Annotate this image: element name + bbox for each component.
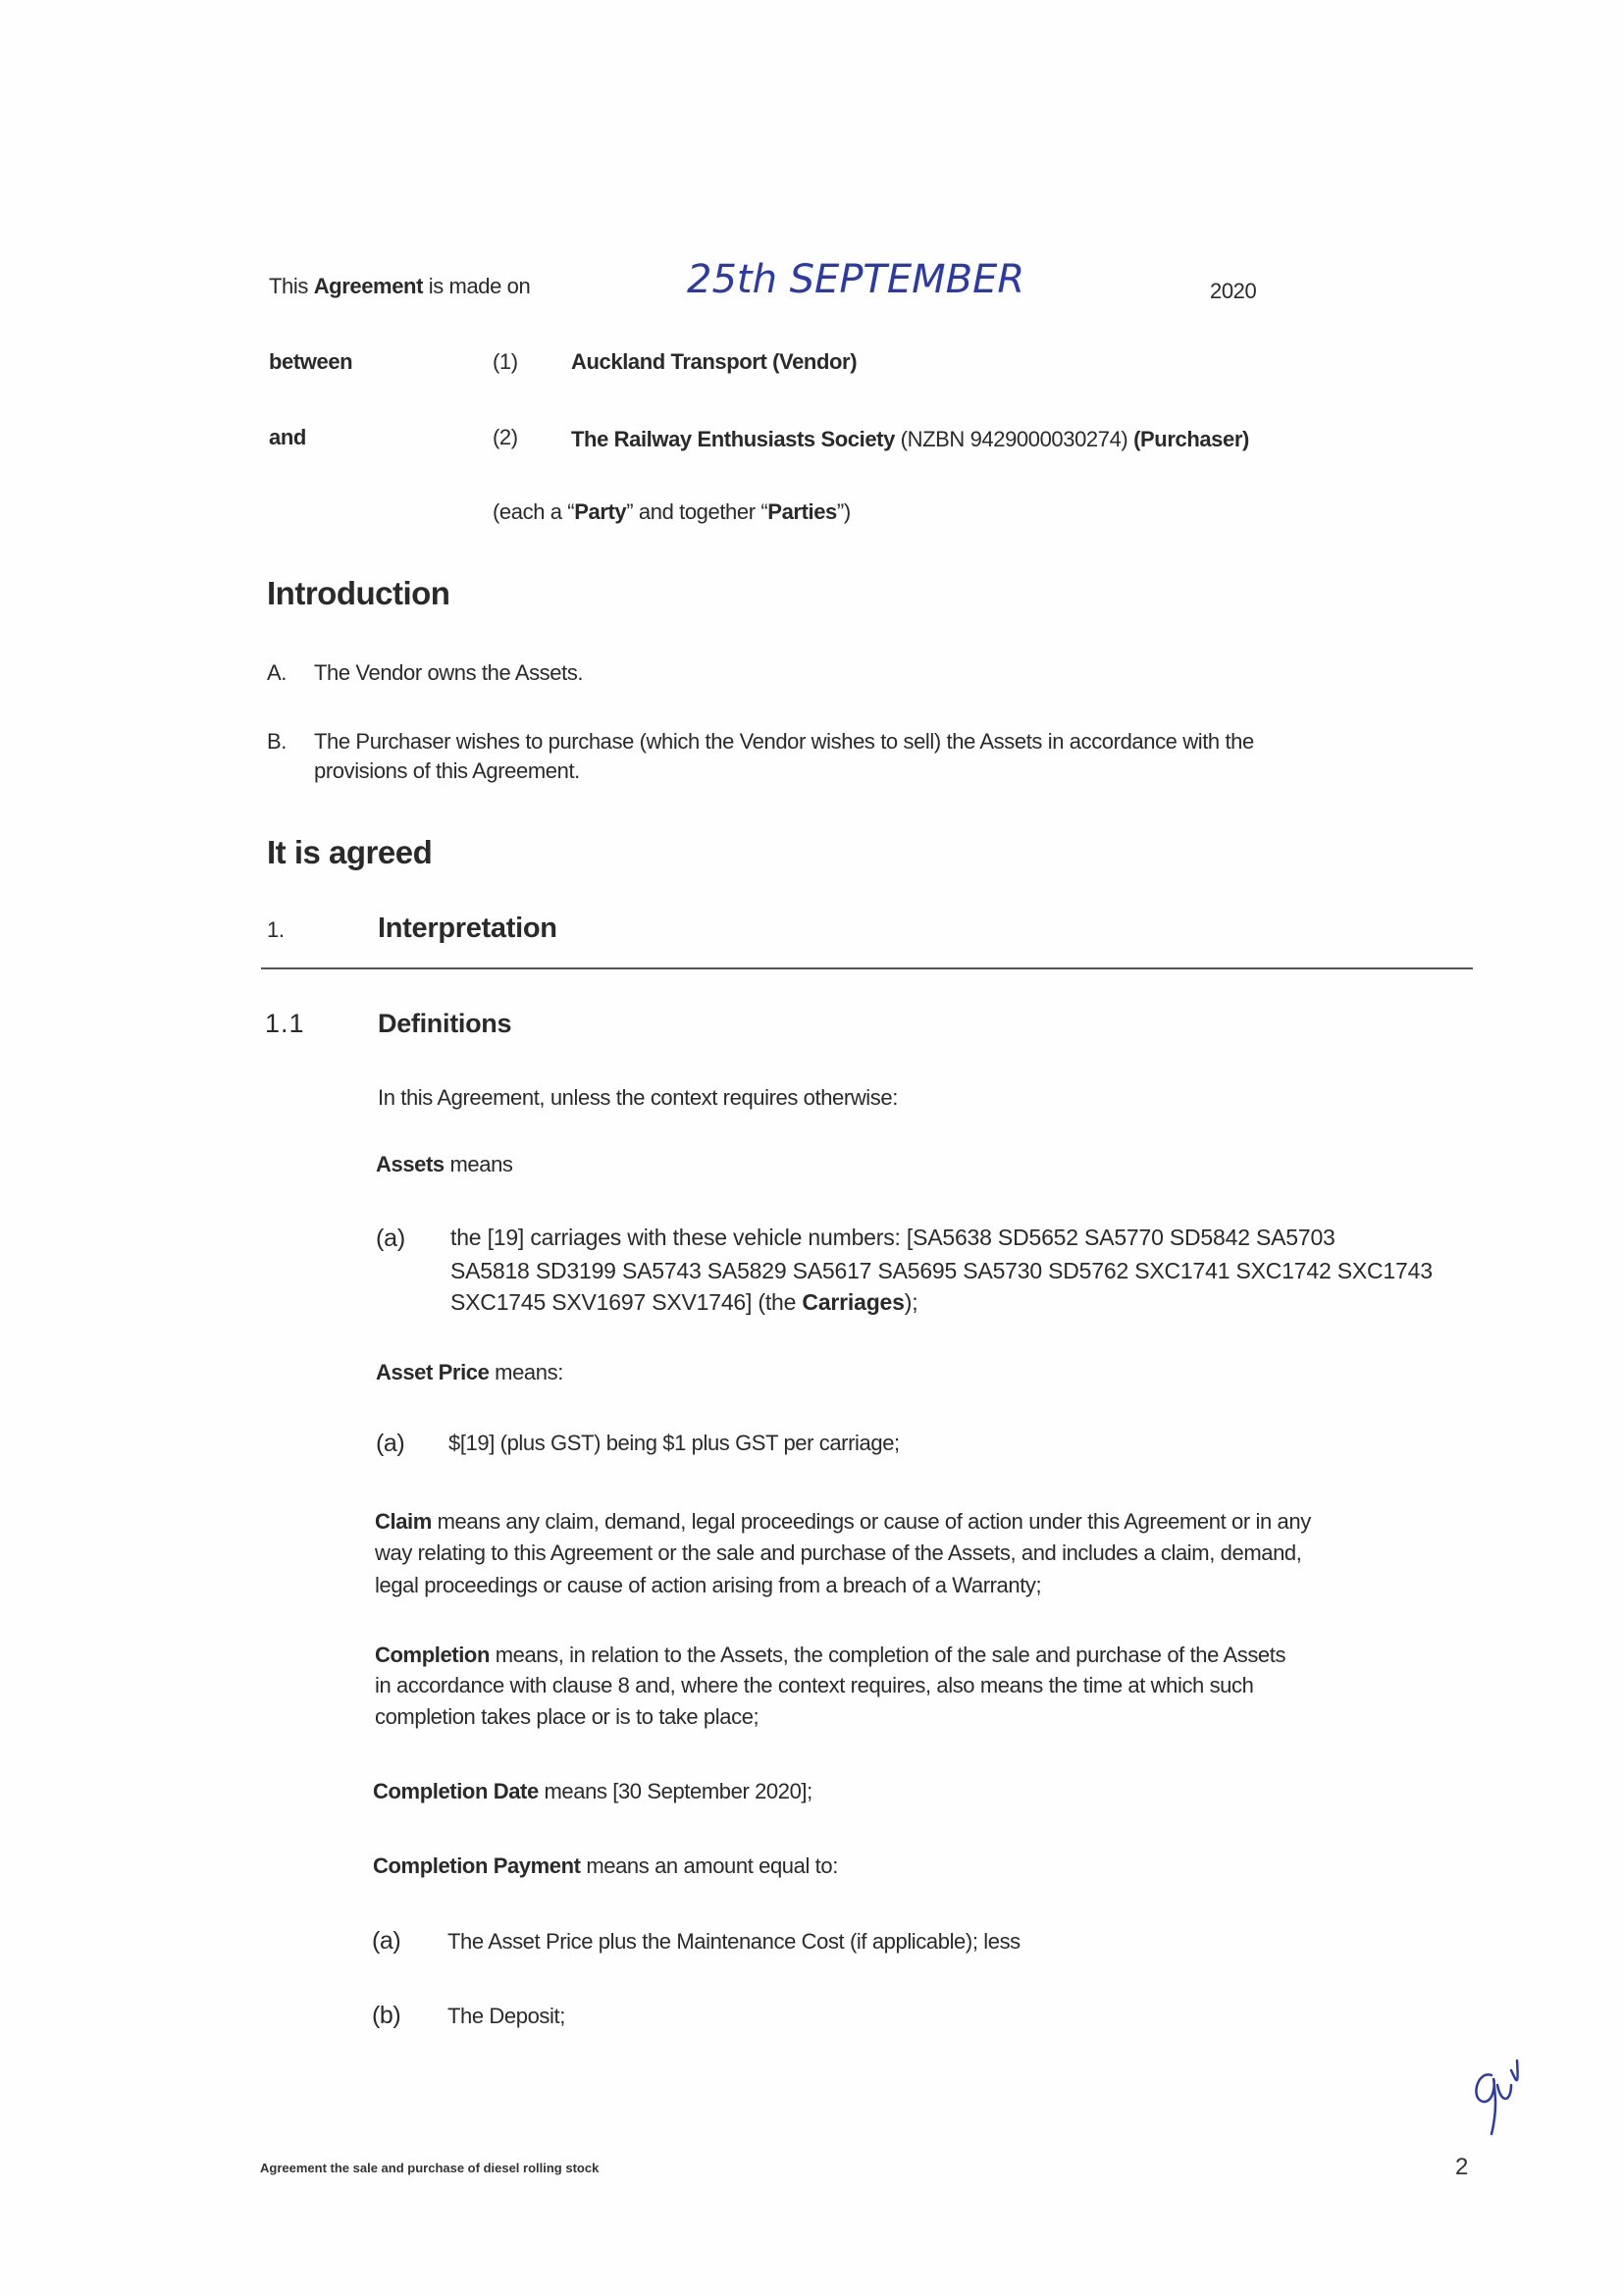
asset-price-a-label: (a) xyxy=(376,1430,405,1457)
completion-payment-definition xyxy=(373,1855,838,1877)
recital-a-text: The Vendor owns the Assets. xyxy=(314,660,584,685)
completion-payment-term: Completion Payment xyxy=(373,1853,581,1878)
party1-number: (1) xyxy=(493,349,518,374)
section-number: 1. xyxy=(267,917,285,942)
completion-text: means, in relation to the Assets, the completion of the sale and purchase of the Assets xyxy=(490,1643,1286,1667)
agreement-word: Agreement xyxy=(313,274,424,298)
recital-a-label: A. xyxy=(267,660,287,685)
assets-term: Assets xyxy=(376,1152,445,1176)
completion-date-definition xyxy=(373,1781,812,1802)
completion-payment-text: means an amount equal to: xyxy=(580,1853,838,1878)
party1-name: Auckland Transport (Vendor) xyxy=(571,349,858,374)
section-divider xyxy=(261,967,1473,969)
definitions-intro: In this Agreement, unless the context requires otherwise: xyxy=(378,1085,898,1110)
section-title: Interpretation xyxy=(378,913,557,944)
completion-line1 xyxy=(375,1644,1285,1666)
completion-line3: completion takes place or is to take place; xyxy=(375,1704,759,1729)
claim-line1 xyxy=(375,1511,1311,1533)
asset-price-means: means: xyxy=(489,1360,563,1384)
and-together-text: ” and together “ xyxy=(626,499,768,524)
parties-term: Parties xyxy=(767,499,837,524)
asset-price-definition xyxy=(376,1362,563,1383)
handwritten-date xyxy=(682,245,1074,304)
claim-text: means any claim, demand, legal proceedings or cause of action under this Agreement or in any xyxy=(431,1509,1311,1534)
assets-a-label: (a) xyxy=(376,1225,405,1252)
and-label: and xyxy=(269,425,306,449)
party-term: Party xyxy=(574,499,627,524)
claim-line2: way relating to this Agreement or the sale and purchase of the Assets, and includes a claim, demand, xyxy=(375,1540,1302,1565)
assets-a-end: ); xyxy=(904,1289,918,1315)
cp-b-text: The Deposit; xyxy=(447,2004,565,2028)
carriages-term: Carriages xyxy=(802,1289,905,1315)
date-year: 2020 xyxy=(1210,279,1257,303)
party2-nzbn: (NZBN 9429000030274) xyxy=(894,427,1134,451)
footer-title: Agreement the sale and purchase of diesel rolling stock xyxy=(260,2161,600,2175)
made-on-prefix: This xyxy=(269,274,314,298)
party2-line xyxy=(571,429,1249,450)
recital-b-text: The Purchaser wishes to purchase (which the Vendor wishes to sell) the Assets in accordance with the xyxy=(314,729,1254,754)
assets-a-line3-text: SXC1745 SXV1697 SXV1746] (the xyxy=(450,1289,803,1315)
party-definitions xyxy=(493,501,851,523)
claim-line3: legal proceedings or cause of action arising from a breach of a Warranty; xyxy=(375,1573,1042,1597)
claim-term: Claim xyxy=(375,1509,432,1534)
completion-line2: in accordance with clause 8 and, where the context requires, also means the time at which such xyxy=(375,1673,1254,1697)
completion-term: Completion xyxy=(375,1643,490,1667)
made-on-line xyxy=(269,276,530,297)
each-a-text: (each a “ xyxy=(493,499,575,524)
agreed-heading: It is agreed xyxy=(267,834,433,870)
completion-date-text: means [30 September 2020]; xyxy=(538,1779,812,1803)
handwritten-date-text: 25th SEPTEMBER xyxy=(687,257,1025,302)
recital-b-text-line2: provisions of this Agreement. xyxy=(314,758,580,783)
cp-a-text: The Asset Price plus the Maintenance Cost (if applicable); less xyxy=(447,1929,1021,1954)
page-number: 2 xyxy=(1455,2154,1468,2180)
assets-a-line3 xyxy=(450,1291,917,1314)
cp-b-label: (b) xyxy=(372,2002,401,2029)
introduction-heading: Introduction xyxy=(267,575,450,611)
handwritten-initials xyxy=(1462,2041,1550,2149)
asset-price-term: Asset Price xyxy=(376,1360,490,1384)
between-label: between xyxy=(269,349,353,374)
party2-role: (Purchaser) xyxy=(1133,427,1249,451)
close-paren: ”) xyxy=(836,499,851,524)
party2-name: The Railway Enthusiasts Society xyxy=(571,427,895,451)
assets-a-line2: SA5818 SD3199 SA5743 SA5829 SA5617 SA5695 SA5730 SD5762 SXC1741 SXC1742 SXC1743 xyxy=(450,1258,1433,1283)
party2-number: (2) xyxy=(493,425,518,449)
made-on-suffix: is made on xyxy=(423,274,531,298)
completion-date-term: Completion Date xyxy=(373,1779,539,1803)
subsection-title: Definitions xyxy=(378,1009,512,1038)
subsection-number: 1.1 xyxy=(265,1009,305,1038)
assets-means: means xyxy=(444,1152,513,1176)
assets-a-line1: the [19] carriages with these vehicle numbers: [SA5638 SD5652 SA5770 SD5842 SA5703 xyxy=(450,1225,1335,1250)
recital-b-label: B. xyxy=(267,729,287,754)
asset-price-a-text: $[19] (plus GST) being $1 plus GST per carriage; xyxy=(448,1431,900,1455)
cp-a-label: (a) xyxy=(372,1927,401,1955)
assets-definition xyxy=(376,1154,513,1175)
